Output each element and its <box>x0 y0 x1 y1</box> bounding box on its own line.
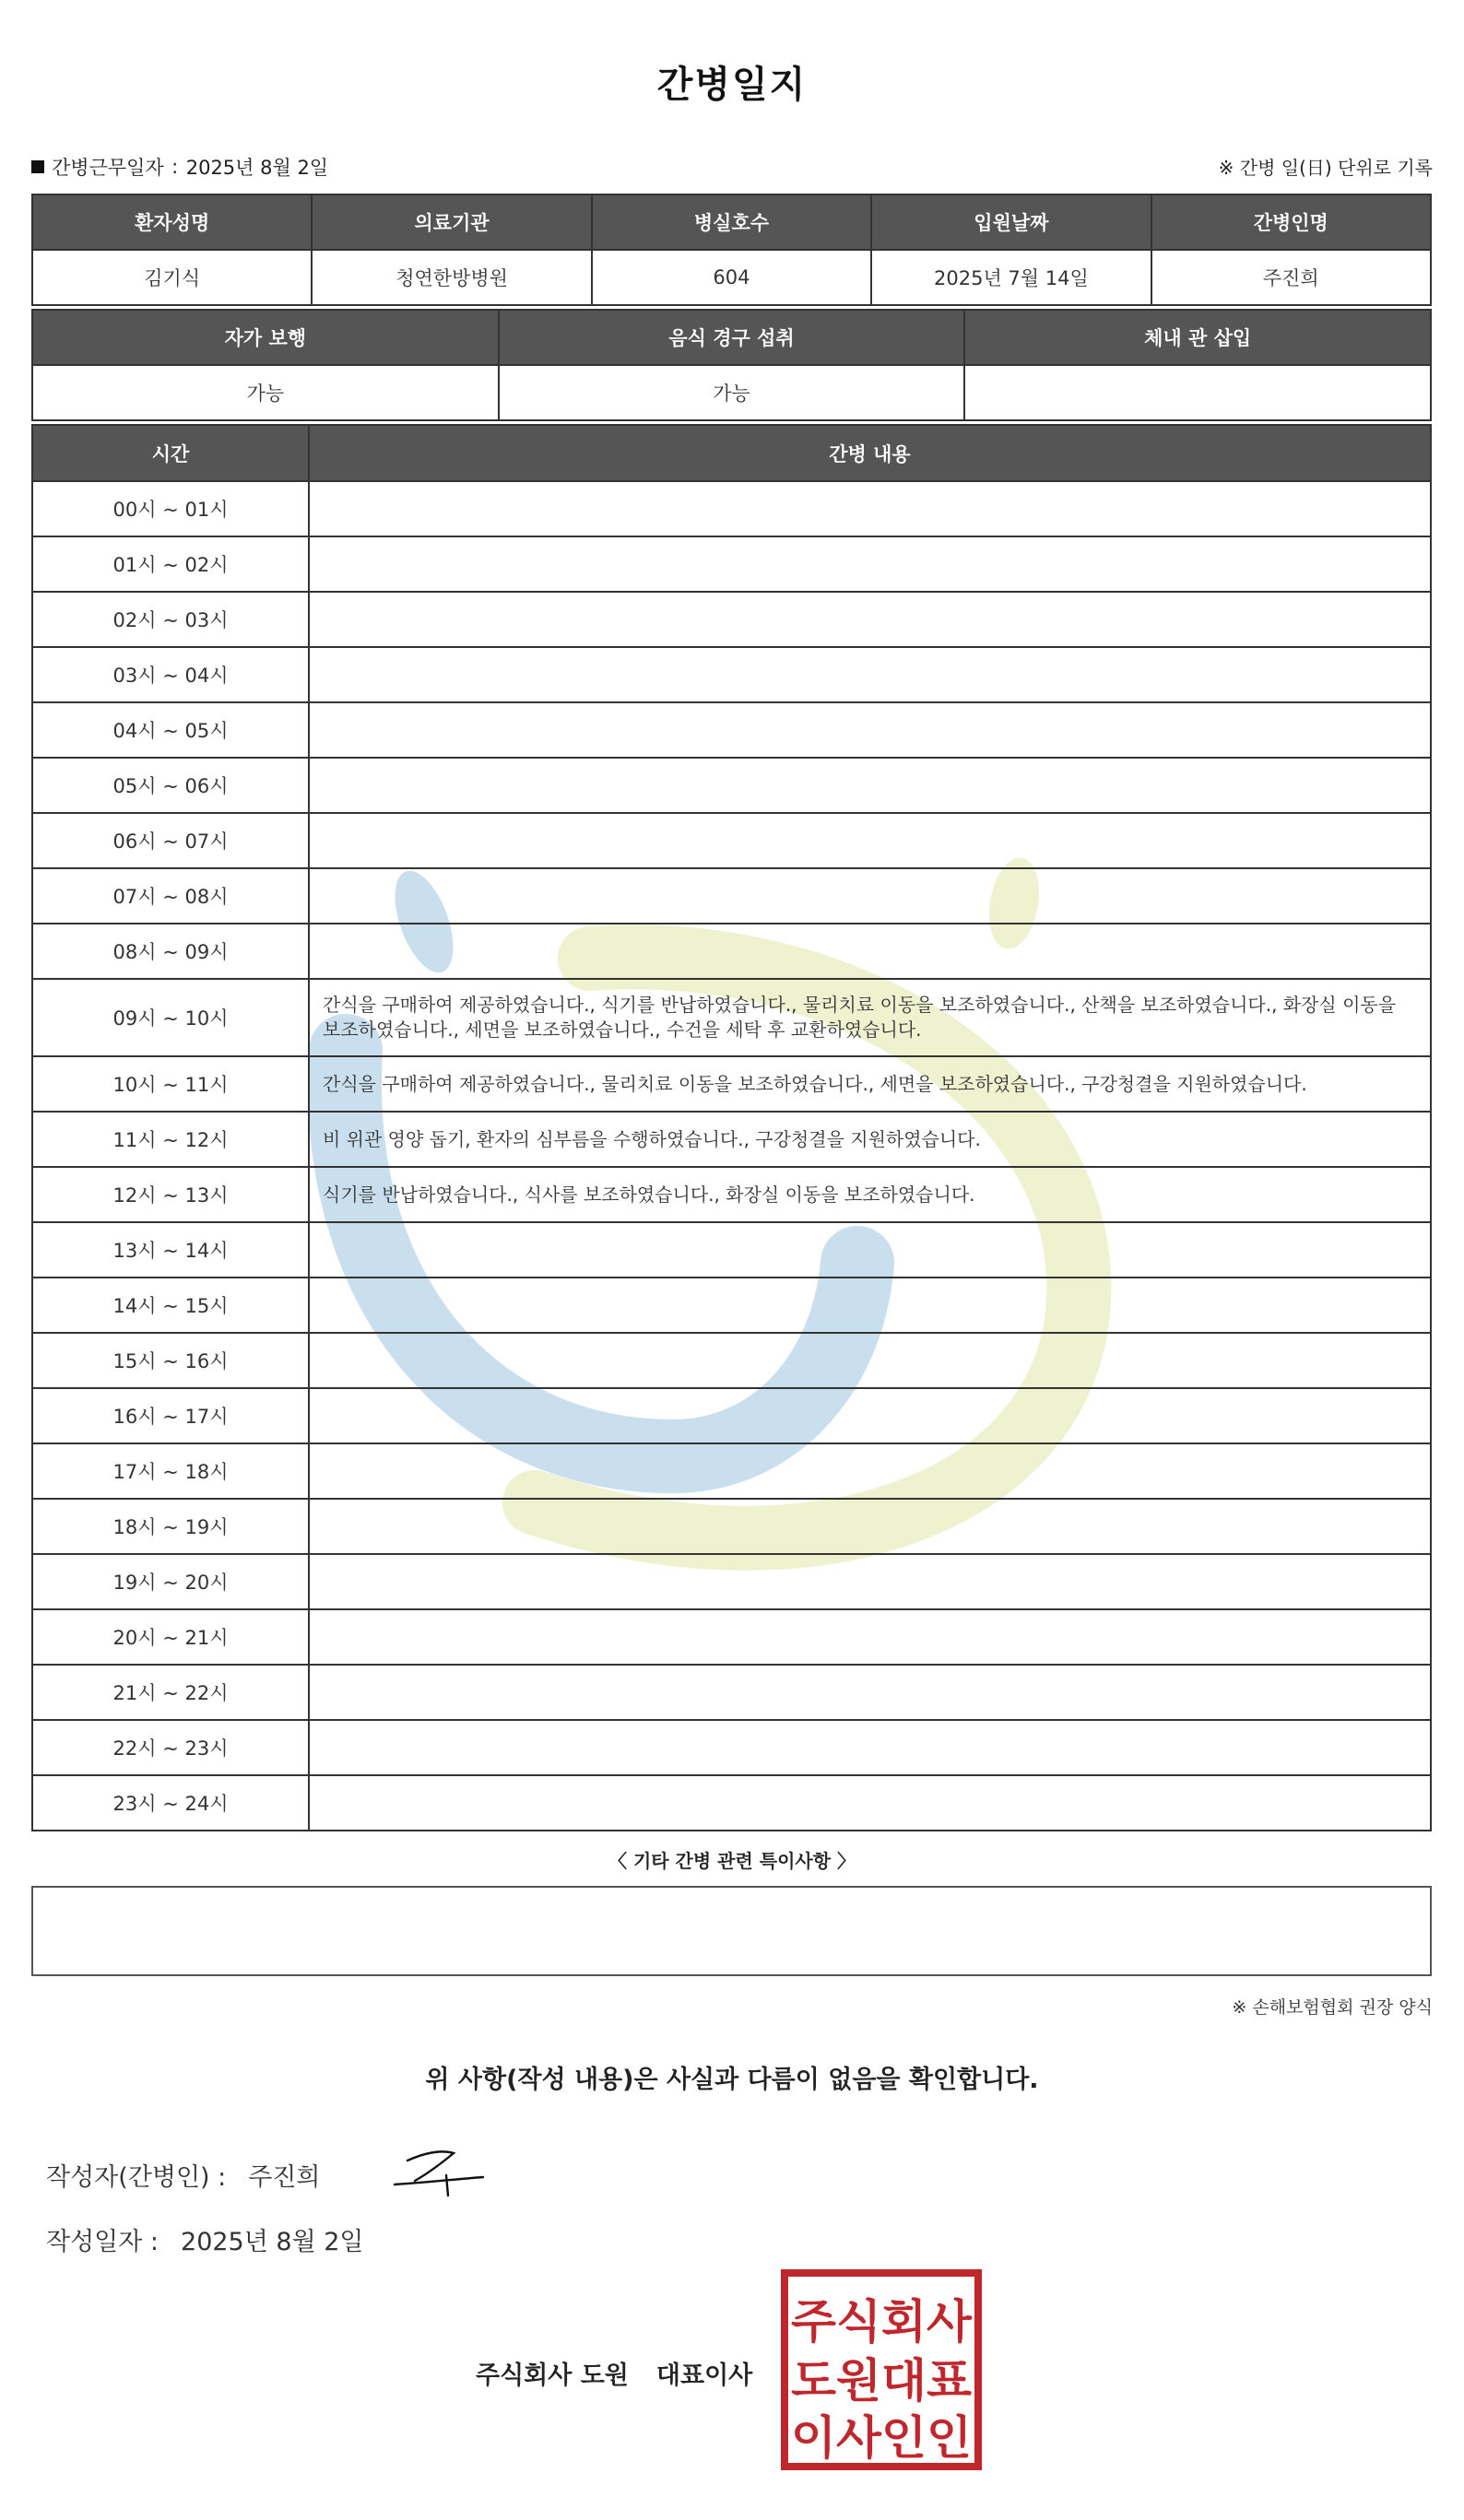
svg-text:주식회사: 주식회사 <box>791 2295 973 2349</box>
table-row <box>32 1665 1431 1720</box>
care-content-cell <box>309 1499 1431 1554</box>
header-time: 시간 <box>32 425 309 481</box>
time-cell: 14시 ~ 15시 <box>32 1278 309 1333</box>
time-cell: 13시 ~ 14시 <box>32 1222 309 1278</box>
time-cell: 08시 ~ 09시 <box>32 924 309 979</box>
table-row <box>32 1278 1431 1333</box>
care-content-cell <box>309 1388 1431 1443</box>
time-cell: 07시 ~ 08시 <box>32 868 309 924</box>
table-row <box>32 813 1431 868</box>
time-cell: 16시 ~ 17시 <box>32 1388 309 1443</box>
patient-info-value-row <box>32 250 1431 305</box>
care-content-cell <box>309 868 1431 924</box>
care-content-cell <box>309 592 1431 647</box>
care-log-header-row <box>32 425 1431 481</box>
time-cell: 02시 ~ 03시 <box>32 592 309 647</box>
time-cell: 03시 ~ 04시 <box>32 647 309 702</box>
time-cell: 09시 ~ 10시 <box>32 979 309 1056</box>
time-cell: 15시 ~ 16시 <box>32 1333 309 1388</box>
writer-label: 작성자(간병인) : <box>46 2163 227 2192</box>
care-content-cell <box>309 1554 1431 1609</box>
time-cell: 06시 ~ 07시 <box>32 813 309 868</box>
special-notes-title: 〈 기타 간병 관련 특이사항 〉 <box>608 1850 856 1872</box>
record-unit-note: ※ 간병 일(日) 단위로 기록 <box>1218 157 1433 179</box>
time-cell: 05시 ~ 06시 <box>32 758 309 813</box>
patient-ability-table <box>31 309 1432 421</box>
care-content-cell <box>309 1278 1431 1333</box>
care-content-cell <box>309 647 1431 702</box>
table-row <box>32 1056 1431 1112</box>
care-log-table <box>31 424 1432 1831</box>
written-date-line <box>46 2221 364 2257</box>
square-bullet-icon <box>31 160 44 173</box>
svg-text:도원대표: 도원대표 <box>791 2354 973 2408</box>
time-cell: 21시 ~ 22시 <box>32 1665 309 1720</box>
time-cell: 19시 ~ 20시 <box>32 1554 309 1609</box>
svg-text:이사인인: 이사인인 <box>791 2411 972 2465</box>
header-care-content: 간병 내용 <box>309 425 1431 481</box>
table-row <box>32 702 1431 758</box>
confirmation-statement: 위 사항(작성 내용)은 사실과 다름이 없음을 확인합니다. <box>425 2066 1039 2094</box>
room-number: 604 <box>592 250 871 305</box>
tube-insertion-value <box>964 365 1431 420</box>
table-row <box>32 1720 1431 1775</box>
work-date-separator: : <box>171 156 179 178</box>
header-patient-name: 환자성명 <box>32 194 312 250</box>
hospital-name: 청연한방병원 <box>312 250 591 305</box>
table-row <box>32 758 1431 813</box>
work-date-value: 2025년 8월 2일 <box>185 157 329 179</box>
header-hospital: 의료기관 <box>312 194 591 250</box>
care-content-cell <box>309 1333 1431 1388</box>
table-row <box>32 924 1431 979</box>
written-date-value: 2025년 8월 2일 <box>181 2228 364 2256</box>
admission-date: 2025년 7월 14일 <box>871 250 1151 305</box>
handwritten-signature <box>387 2140 489 2205</box>
table-row <box>32 1775 1431 1831</box>
writer-line <box>46 2157 321 2193</box>
care-content-cell: 비 위관 영양 돕기, 환자의 심부름을 수행하였습니다., 구강청결을 지원하였습니다. <box>309 1112 1431 1167</box>
ability-value-row <box>32 365 1431 420</box>
care-content-cell <box>309 1443 1431 1499</box>
care-content-cell <box>309 1775 1431 1831</box>
table-row <box>32 868 1431 924</box>
ceo-title: 대표이사 <box>655 2361 753 2390</box>
care-content-cell <box>309 1665 1431 1720</box>
care-content-cell <box>309 702 1431 758</box>
caregiver-name: 주진희 <box>1151 250 1431 305</box>
table-row <box>32 1112 1431 1167</box>
writer-name: 주진희 <box>248 2163 321 2192</box>
table-row <box>32 1609 1431 1665</box>
care-content-cell: 식기를 반납하였습니다., 식사를 보조하였습니다., 화장실 이동을 보조하였습니다. <box>309 1167 1431 1222</box>
work-date-label: 간병근무일자 <box>52 157 164 179</box>
header-caregiver-name: 간병인명 <box>1151 194 1431 250</box>
time-cell: 23시 ~ 24시 <box>32 1775 309 1831</box>
table-row <box>32 647 1431 702</box>
company-seal-stamp <box>779 2267 984 2472</box>
time-cell: 04시 ~ 05시 <box>32 702 309 758</box>
table-row <box>32 1167 1431 1222</box>
care-content-cell <box>309 758 1431 813</box>
table-row <box>32 592 1431 647</box>
time-cell: 22시 ~ 23시 <box>32 1720 309 1775</box>
care-content-cell <box>309 924 1431 979</box>
oral-intake-value: 가능 <box>499 365 965 420</box>
work-date-line <box>31 153 328 181</box>
company-signature-line <box>476 2355 752 2391</box>
header-room-number: 병실호수 <box>592 194 871 250</box>
table-row <box>32 1554 1431 1609</box>
ability-header-row <box>32 310 1431 365</box>
header-oral-intake: 음식 경구 섭취 <box>499 310 965 365</box>
table-row <box>32 1443 1431 1499</box>
header-tube-insertion: 체내 관 삽입 <box>964 310 1431 365</box>
time-cell: 18시 ~ 19시 <box>32 1499 309 1554</box>
patient-info-table <box>31 194 1432 306</box>
care-content-cell <box>309 481 1431 536</box>
header-admission-date: 입원날짜 <box>871 194 1151 250</box>
time-cell: 11시 ~ 12시 <box>32 1112 309 1167</box>
table-row <box>32 1333 1431 1388</box>
special-notes-box <box>31 1886 1432 1976</box>
table-row <box>32 1499 1431 1554</box>
care-content-cell <box>309 1720 1431 1775</box>
patient-name: 김기식 <box>32 250 312 305</box>
patient-info-header-row <box>32 194 1431 250</box>
table-row <box>32 1222 1431 1278</box>
time-cell: 17시 ~ 18시 <box>32 1443 309 1499</box>
time-cell: 12시 ~ 13시 <box>32 1167 309 1222</box>
self-walking-value: 가능 <box>32 365 499 420</box>
time-cell: 00시 ~ 01시 <box>32 481 309 536</box>
time-cell: 01시 ~ 02시 <box>32 536 309 592</box>
table-row <box>32 481 1431 536</box>
company-name: 주식회사 도원 <box>476 2361 629 2390</box>
care-content-cell <box>309 536 1431 592</box>
care-content-cell <box>309 1222 1431 1278</box>
time-cell: 20시 ~ 21시 <box>32 1609 309 1665</box>
page-title: 간병일지 <box>656 64 808 106</box>
care-content-cell <box>309 813 1431 868</box>
time-cell: 10시 ~ 11시 <box>32 1056 309 1112</box>
written-date-label: 작성일자 : <box>46 2228 159 2256</box>
table-row <box>32 536 1431 592</box>
care-content-cell <box>309 1609 1431 1665</box>
table-row <box>32 979 1431 1056</box>
care-content-cell: 간식을 구매하여 제공하였습니다., 식기를 반납하였습니다., 물리치료 이동을 보조하였습니다., 산책을 보조하였습니다., 화장실 이동을 보조하였습니다., 세면을 보조하였습니다., 수건을 세탁 후 교환하였습니다. <box>309 979 1431 1056</box>
table-row <box>32 1388 1431 1443</box>
form-source-note: ※ 손해보험협회 권장 양식 <box>1232 1997 1433 2018</box>
care-content-cell: 간식을 구매하여 제공하였습니다., 물리치료 이동을 보조하였습니다., 세면을 보조하였습니다., 구강청결을 지원하였습니다. <box>309 1056 1431 1112</box>
header-self-walking: 자가 보행 <box>32 310 499 365</box>
